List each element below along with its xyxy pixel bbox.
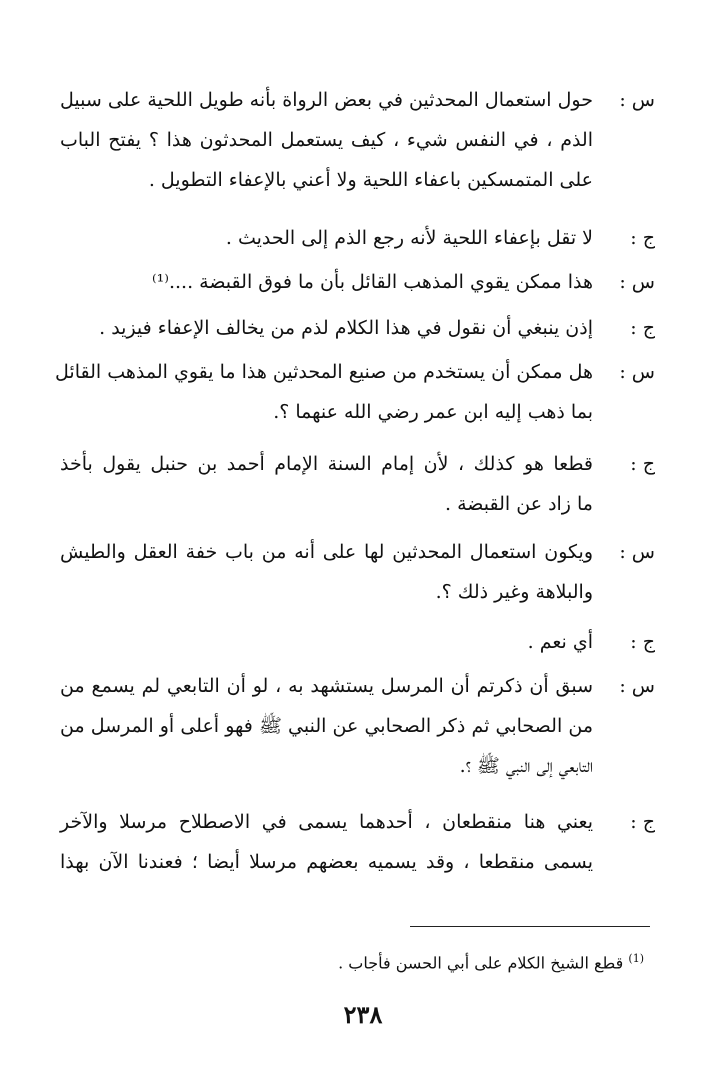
text-line: يسمى منقطعا ، وقد يسميه بعضهم مرسلا أيضا ؛ فعندنا الآن بهذا: [60, 851, 593, 873]
text-line: التابعي إلى النبي ﷺ ؟.: [459, 755, 593, 777]
answer-label: ج :: [630, 227, 655, 249]
text-line: يعني هنا منقطعان ، أحدهما يسمى في الاصطلاح مرسلا والآخر: [60, 811, 593, 833]
text-line: أي نعم .: [527, 631, 593, 653]
text-line: حول استعمال المحدثين في بعض الرواة بأنه طويل اللحية على سبيل: [60, 89, 593, 111]
answer-label: ج :: [630, 453, 655, 475]
text-line: من الصحابي ثم ذكر الصحابي عن النبي ﷺ فهو أعلى أو المرسل من: [60, 715, 593, 737]
text-line: على المتمسكين باعفاء اللحية ولا أعني بالإعفاء التطويل .: [148, 169, 593, 191]
text-line: لا تقل بإعفاء اللحية لأنه رجع الذم إلى الحديث .: [225, 227, 593, 249]
question-label: س :: [619, 89, 655, 111]
text-line: الذم ، في النفس شيء ، كيف يستعمل المحدثون هذا ؟ يفتح الباب: [60, 129, 593, 151]
question-label: س :: [619, 361, 655, 383]
text-line: سبق أن ذكرتم أن المرسل يستشهد به ، لو أن التابعي لم يسمع من: [60, 675, 593, 697]
question-label: س :: [619, 675, 655, 697]
answer-label: ج :: [630, 811, 655, 833]
text-line: ويكون استعمال المحدثين لها على أنه من باب خفة العقل والطيش: [60, 541, 593, 563]
text-line: بما ذهب إليه ابن عمر رضي الله عنهما ؟.: [273, 401, 593, 423]
footnote: [338, 952, 644, 972]
page-number: ٢٣٨: [343, 1000, 383, 1029]
question-label: س :: [619, 541, 655, 563]
footnote-divider: [410, 926, 650, 927]
answer-label: ج :: [630, 631, 655, 653]
answer-label: ج :: [630, 317, 655, 339]
footnote-marker: (1): [628, 952, 644, 965]
text-line: قطعا هو كذلك ، لأن إمام السنة الإمام أحمد بن حنبل يقول بأخذ: [60, 453, 593, 475]
footnote-text: قطع الشيخ الكلام على أبي الحسن فأجاب .: [338, 953, 624, 973]
text-line: إذن ينبغي أن نقول في هذا الكلام لذم من يخالف الإعفاء فيزيد .: [99, 317, 593, 339]
text-line: ما زاد عن القبضة .: [445, 493, 593, 515]
question-label: س :: [619, 271, 655, 293]
text-line: هل ممكن أن يستخدم من صنيع المحدثين هذا ما يقوي المذهب القائل: [55, 361, 593, 383]
text-line: هذا ممكن يقوي المذهب القائل بأن ما فوق القبضة ....⁽¹⁾: [151, 271, 593, 293]
text-line: والبلاهة وغير ذلك ؟.: [435, 581, 593, 603]
